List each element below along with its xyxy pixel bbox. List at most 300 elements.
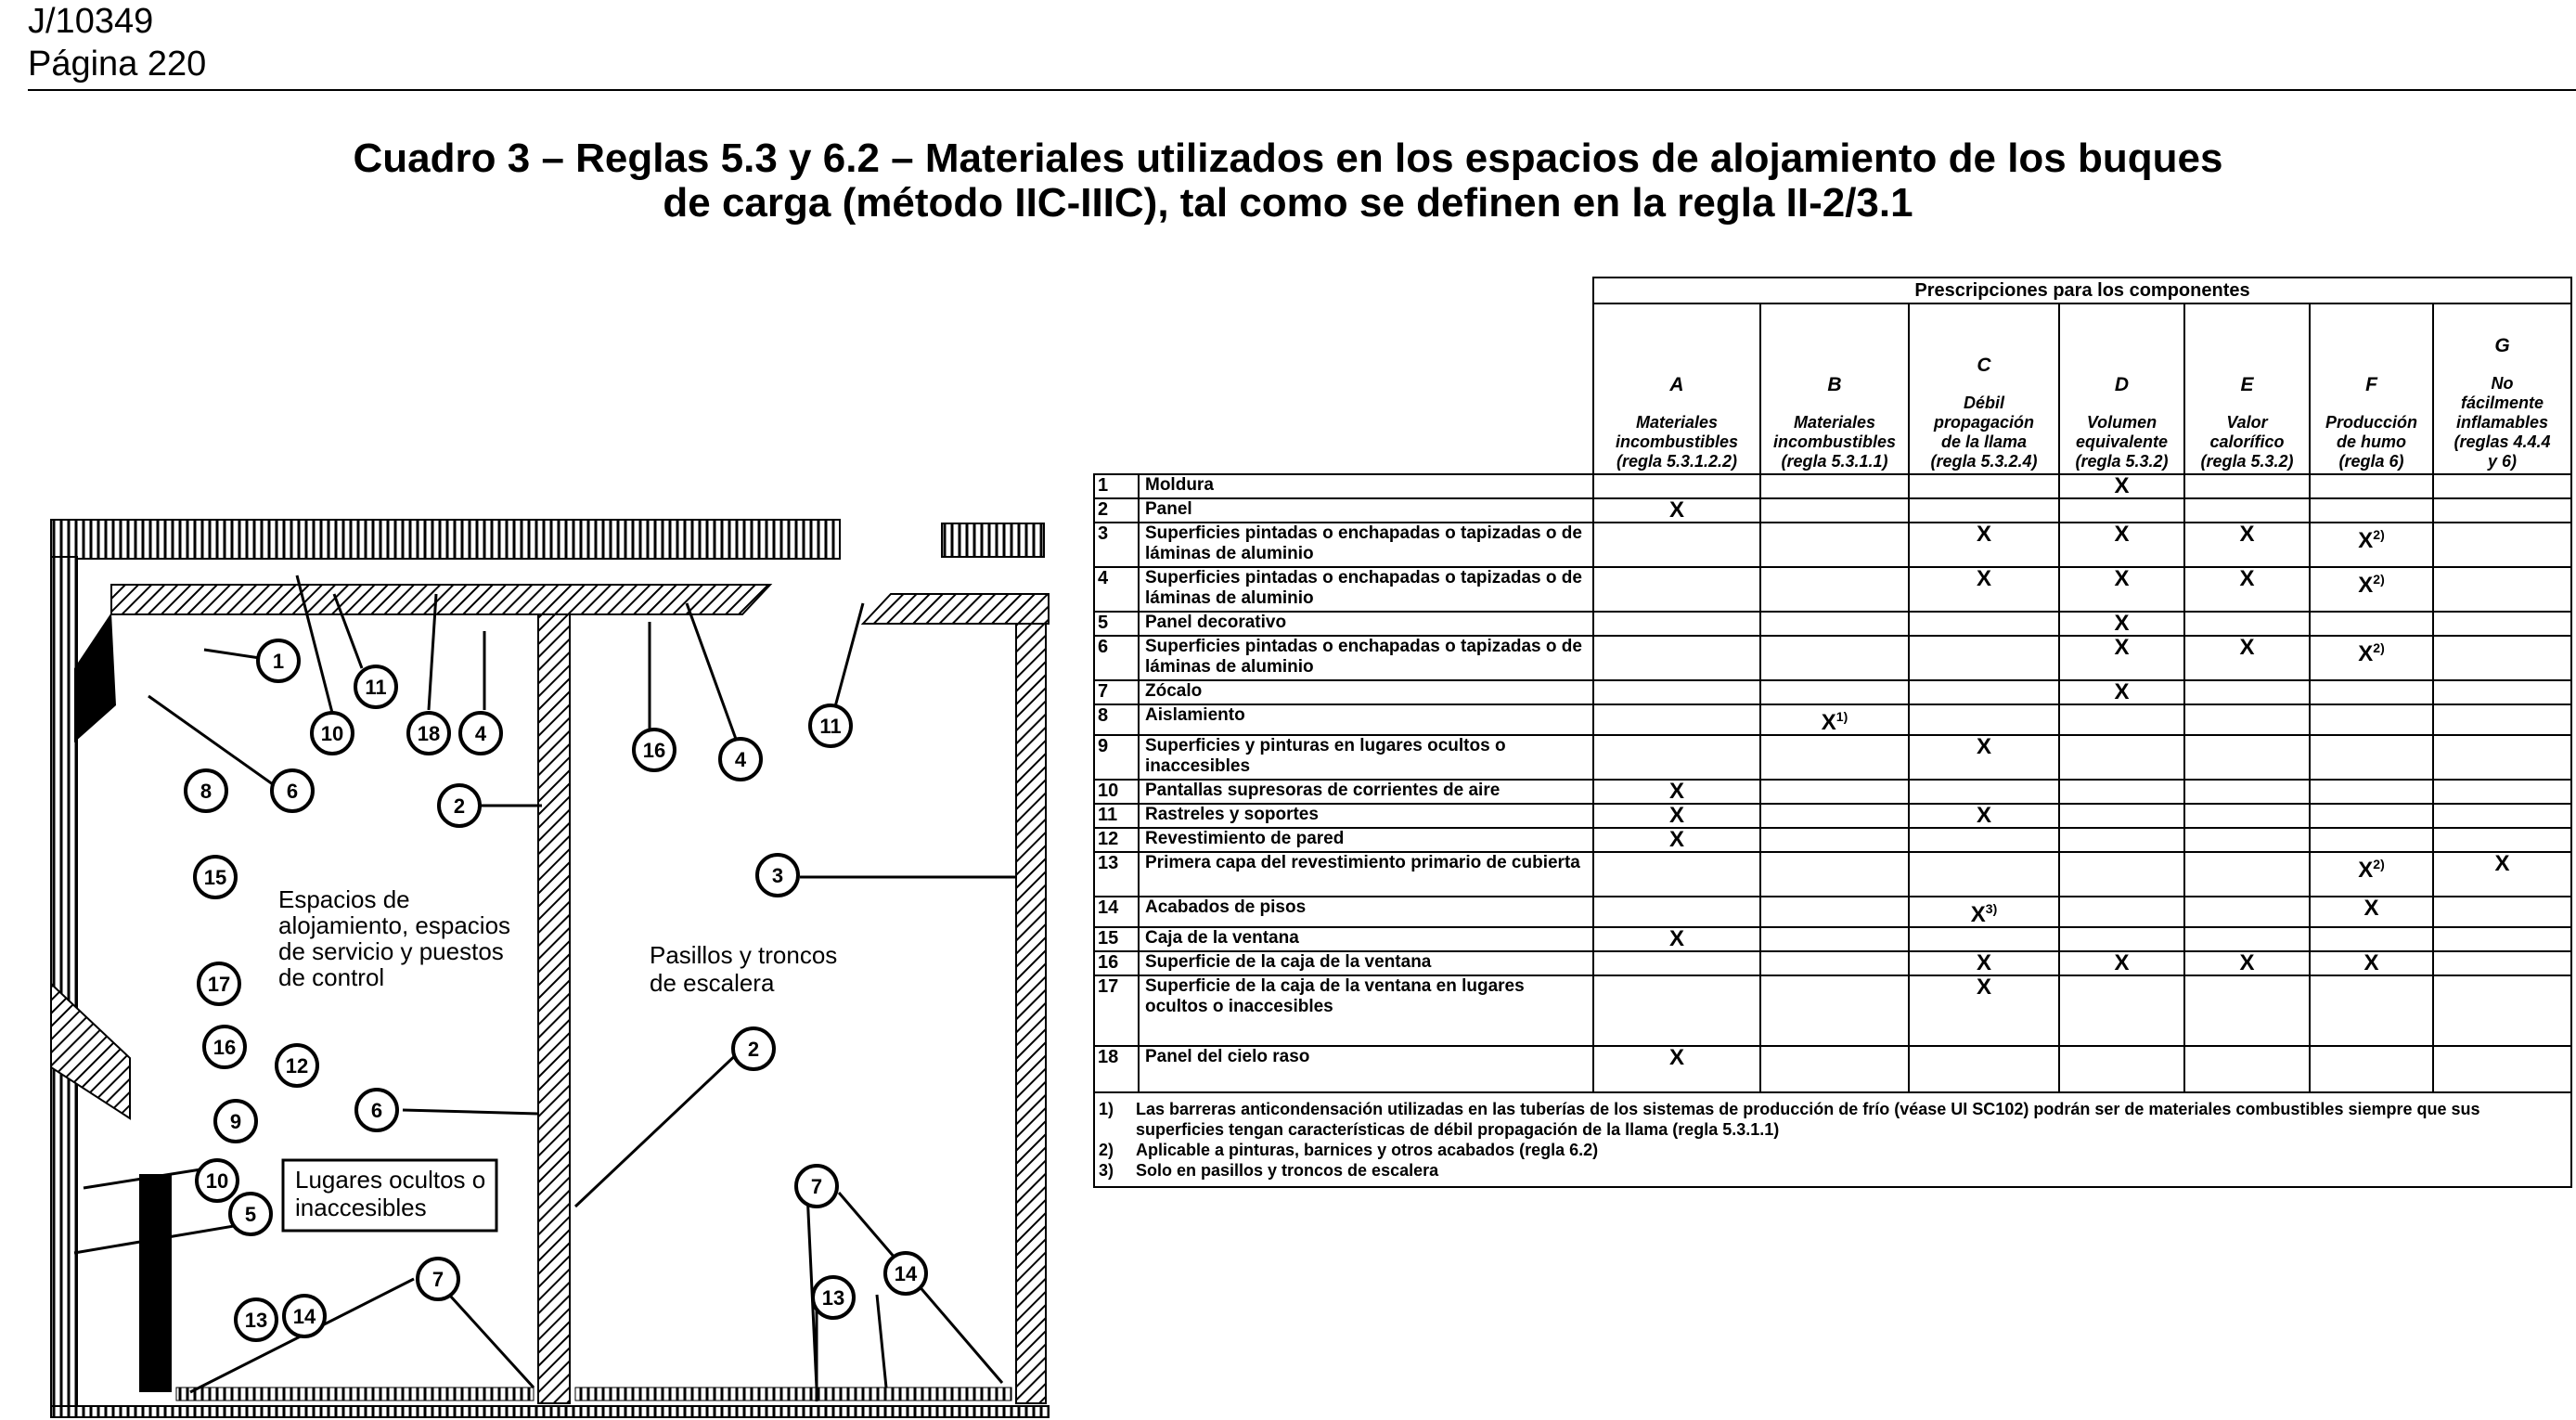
row-description: Pantallas supresoras de corrientes de aire xyxy=(1139,780,1593,804)
table-row xyxy=(1094,852,2571,897)
callout xyxy=(885,1253,926,1294)
column-header-b xyxy=(1760,303,1909,474)
svg-text:7: 7 xyxy=(431,1268,444,1291)
column-description-line: de humo xyxy=(2337,432,2406,451)
requirement-cell: X xyxy=(1909,804,2059,828)
requirement-cell xyxy=(1760,612,1909,636)
requirement-cell xyxy=(2310,780,2433,804)
footnote-number: 1) xyxy=(1099,1100,1114,1118)
requirement-cell xyxy=(2433,735,2571,780)
column-description-line: Valor xyxy=(2226,413,2268,432)
table-row xyxy=(1094,636,2571,680)
row-description: Primera capa del revestimiento primario de cubierta xyxy=(1139,852,1593,897)
requirement-cell xyxy=(2184,804,2310,828)
requirement-cell xyxy=(2310,680,2433,704)
requirement-cell xyxy=(1909,927,2059,951)
callout xyxy=(733,1028,774,1069)
table-row xyxy=(1094,498,2571,523)
requirement-cell xyxy=(1760,927,1909,951)
requirement-cell xyxy=(1760,498,1909,523)
requirement-cell: X xyxy=(1593,780,1760,804)
callout xyxy=(356,1090,397,1130)
column-header-a xyxy=(1593,303,1760,474)
row-number: 8 xyxy=(1094,704,1139,735)
row-description: Superficies pintadas o enchapadas o tapizadas o de láminas de aluminio xyxy=(1139,636,1593,680)
column-header-f xyxy=(2310,303,2433,474)
label-accommodation-2: alojamiento, espacios xyxy=(278,911,511,939)
requirement-cell xyxy=(2310,975,2433,1046)
svg-text:13: 13 xyxy=(244,1309,268,1332)
requirement-cell: X xyxy=(1909,951,2059,975)
callout xyxy=(408,713,449,754)
requirement-cell xyxy=(2184,897,2310,927)
column-letter: G xyxy=(2494,335,2510,356)
requirement-cell: X xyxy=(1593,927,1760,951)
requirement-cell: X xyxy=(1593,498,1760,523)
upper-bracket xyxy=(74,613,116,742)
row-number: 11 xyxy=(1094,804,1139,828)
requirement-cell xyxy=(1909,474,2059,498)
table-row xyxy=(1094,523,2571,567)
document-id: J/10349 xyxy=(28,2,154,41)
right-wall xyxy=(1016,624,1046,1403)
label-corridors-2: de escalera xyxy=(650,969,775,997)
table-row xyxy=(1094,735,2571,780)
requirement-cell: X xyxy=(2059,612,2184,636)
requirement-cell: X xyxy=(2433,852,2571,897)
requirement-cell xyxy=(1593,975,1760,1046)
callout xyxy=(810,705,851,746)
cross-section-diagram xyxy=(0,464,1095,1420)
requirement-cell xyxy=(2184,680,2310,704)
svg-text:16: 16 xyxy=(213,1036,237,1059)
column-description-line: (regla 5.3.1.1) xyxy=(1781,452,1888,471)
row-description: Superficie de la caja de la ventana xyxy=(1139,951,1593,975)
requirement-cell xyxy=(2184,498,2310,523)
column-header-g xyxy=(2433,303,2571,474)
column-letter: E xyxy=(2240,374,2254,395)
requirement-cell xyxy=(2184,927,2310,951)
column-letter: D xyxy=(2114,374,2130,395)
row-number: 9 xyxy=(1094,735,1139,780)
column-description-line: Materiales xyxy=(1793,413,1876,432)
requirement-cell xyxy=(1760,897,1909,927)
column-description-line: (reglas 4.4.4 xyxy=(2454,432,2551,451)
requirement-cell: $X^{2)}$ xyxy=(2310,852,2433,897)
requirement-cell xyxy=(1760,975,1909,1046)
requirement-cell xyxy=(2433,498,2571,523)
upper-deck-right xyxy=(942,523,1044,557)
requirement-cell: X xyxy=(2059,523,2184,567)
column-description-line: fácilmente xyxy=(2460,394,2544,412)
row-description: Superficies pintadas o enchapadas o tapizadas o de láminas de aluminio xyxy=(1139,567,1593,612)
column-letter: F xyxy=(2365,374,2377,395)
table-row xyxy=(1094,612,2571,636)
column-letter: B xyxy=(1827,374,1842,395)
label-accommodation-4: de control xyxy=(278,963,385,991)
row-description: Superficies y pinturas en lugares ocultos o inaccesibles xyxy=(1139,735,1593,780)
requirement-cell xyxy=(2059,704,2184,735)
callout xyxy=(197,1160,238,1201)
requirement-cell xyxy=(1593,474,1760,498)
requirement-cell xyxy=(2184,735,2310,780)
svg-text:10: 10 xyxy=(320,722,344,745)
svg-text:6: 6 xyxy=(286,780,299,803)
requirement-cell: X xyxy=(1909,567,2059,612)
column-description-line: de la llama xyxy=(1940,432,2028,451)
requirement-cell xyxy=(2059,498,2184,523)
requirement-cell: X xyxy=(2059,567,2184,612)
requirement-cell xyxy=(2433,1046,2571,1092)
callout xyxy=(277,1045,317,1086)
table-row xyxy=(1094,1046,2571,1092)
requirement-cell xyxy=(2059,975,2184,1046)
requirement-cell xyxy=(1909,612,2059,636)
ceiling-panel xyxy=(111,585,770,614)
callout xyxy=(230,1194,271,1234)
row-number: 14 xyxy=(1094,897,1139,927)
requirement-cell xyxy=(1593,636,1760,680)
column-description-line: propagación xyxy=(1933,413,2034,432)
callout xyxy=(418,1259,458,1299)
requirement-cell xyxy=(2310,474,2433,498)
callout xyxy=(199,963,239,1004)
table-row xyxy=(1094,567,2571,612)
column-description-line: equivalente xyxy=(2075,432,2169,451)
requirement-cell xyxy=(2310,704,2433,735)
requirements-table xyxy=(1093,277,2572,1188)
requirement-cell xyxy=(1909,852,2059,897)
row-number: 1 xyxy=(1094,474,1139,498)
row-description: Panel decorativo xyxy=(1139,612,1593,636)
requirement-cell xyxy=(1593,612,1760,636)
svg-text:2: 2 xyxy=(453,794,466,818)
requirement-cell xyxy=(1593,735,1760,780)
row-description: Panel del cielo raso xyxy=(1139,1046,1593,1092)
requirement-cell xyxy=(1909,704,2059,735)
label-accommodation-3: de servicio y puestos xyxy=(278,937,504,965)
footnote-text: Solo en pasillos y troncos de escalera xyxy=(1136,1161,1439,1180)
callout xyxy=(186,770,226,811)
table-row xyxy=(1094,474,2571,498)
requirement-cell xyxy=(1760,951,1909,975)
svg-text:10: 10 xyxy=(205,1169,229,1193)
requirement-cell xyxy=(1760,680,1909,704)
column-description-line: (regla 5.3.1.2.2) xyxy=(1616,452,1738,471)
table-row xyxy=(1094,897,2571,927)
requirement-cell: $X^{3)}$ xyxy=(1909,897,2059,927)
footnote-number: 2) xyxy=(1099,1141,1114,1159)
requirement-cell xyxy=(2433,951,2571,975)
requirement-cell: X xyxy=(2059,680,2184,704)
requirement-cell xyxy=(2184,704,2310,735)
requirement-cell xyxy=(2433,804,2571,828)
svg-text:6: 6 xyxy=(370,1099,383,1122)
requirement-cell xyxy=(1760,828,1909,852)
requirement-cell xyxy=(1593,897,1760,927)
requirement-cell xyxy=(2059,852,2184,897)
callout xyxy=(355,666,396,707)
footnote xyxy=(1099,1099,2567,1140)
column-description-line: incombustibles xyxy=(1772,432,1897,451)
requirement-cell: X xyxy=(2059,636,2184,680)
requirement-cell xyxy=(1593,680,1760,704)
upper-deck xyxy=(51,520,840,559)
column-description-line: (regla 5.3.2.4) xyxy=(1930,452,2038,471)
row-description: Moldura xyxy=(1139,474,1593,498)
svg-text:12: 12 xyxy=(285,1054,309,1078)
callout xyxy=(813,1277,854,1318)
requirement-cell xyxy=(2059,897,2184,927)
label-hidden-2: inaccesibles xyxy=(295,1194,427,1221)
requirement-cell xyxy=(2184,474,2310,498)
column-letter: A xyxy=(1669,374,1684,395)
requirement-cell xyxy=(2433,612,2571,636)
requirement-cell xyxy=(2433,975,2571,1046)
svg-text:8: 8 xyxy=(200,780,213,803)
requirement-cell xyxy=(2433,704,2571,735)
column-description-line: (regla 5.3.2) xyxy=(2075,452,2169,471)
page-number: Página 220 xyxy=(28,45,207,84)
callout xyxy=(284,1296,325,1336)
callout xyxy=(215,1101,256,1142)
callout xyxy=(204,1026,245,1067)
requirement-cell xyxy=(2059,780,2184,804)
column-description-line: Materiales xyxy=(1635,413,1719,432)
callout xyxy=(439,785,480,826)
svg-text:14: 14 xyxy=(894,1262,918,1285)
requirement-cell xyxy=(1909,636,2059,680)
svg-text:15: 15 xyxy=(203,866,227,889)
table-row xyxy=(1094,704,2571,735)
requirement-cell xyxy=(2433,636,2571,680)
requirement-cell xyxy=(2059,828,2184,852)
footnote xyxy=(1099,1140,2567,1160)
requirement-cell: X xyxy=(2310,951,2433,975)
requirement-cell xyxy=(2184,612,2310,636)
requirement-cell xyxy=(2310,1046,2433,1092)
requirement-cell xyxy=(1760,636,1909,680)
requirement-cell xyxy=(1909,680,2059,704)
requirement-cell xyxy=(2310,927,2433,951)
requirement-cell xyxy=(1909,780,2059,804)
row-number: 5 xyxy=(1094,612,1139,636)
callout xyxy=(720,739,761,780)
svg-text:11: 11 xyxy=(365,676,387,699)
table-title-line-1: Cuadro 3 – Reglas 5.3 y 6.2 – Materiales utilizados en los espacios de alojamiento de los buques xyxy=(353,136,2223,181)
svg-text:17: 17 xyxy=(207,973,231,996)
requirement-cell: $X^{1)}$ xyxy=(1760,704,1909,735)
requirement-cell xyxy=(1909,498,2059,523)
column-description-line: Producción xyxy=(2325,413,2417,432)
svg-text:4: 4 xyxy=(474,722,487,745)
requirement-cell xyxy=(1760,567,1909,612)
outer-wall-left xyxy=(51,557,77,1406)
row-description: Aislamiento xyxy=(1139,704,1593,735)
callout xyxy=(236,1299,277,1340)
requirement-cell xyxy=(2059,927,2184,951)
row-description: Revestimiento de pared xyxy=(1139,828,1593,852)
requirement-cell xyxy=(1909,1046,2059,1092)
footnote-number: 3) xyxy=(1099,1161,1114,1180)
requirement-cell xyxy=(2433,897,2571,927)
requirement-cell: X xyxy=(1593,828,1760,852)
requirement-cell: X xyxy=(1593,1046,1760,1092)
column-description-line: inflamables xyxy=(2455,413,2549,432)
requirement-cell: X xyxy=(1909,975,2059,1046)
row-description: Rastreles y soportes xyxy=(1139,804,1593,828)
row-number: 2 xyxy=(1094,498,1139,523)
partition-wall xyxy=(538,614,570,1403)
table-row xyxy=(1094,680,2571,704)
requirement-cell xyxy=(1593,951,1760,975)
requirement-cell xyxy=(2310,828,2433,852)
requirement-cell: $X^{2)}$ xyxy=(2310,567,2433,612)
requirement-cell xyxy=(2310,498,2433,523)
requirement-cell xyxy=(2433,927,2571,951)
requirement-cell xyxy=(2433,474,2571,498)
requirement-cell: $X^{2)}$ xyxy=(2310,523,2433,567)
requirement-cell xyxy=(2184,780,2310,804)
hidden-space-panel xyxy=(139,1174,172,1392)
table-row xyxy=(1094,780,2571,804)
column-description-line: (regla 6) xyxy=(2338,452,2404,471)
column-letter: C xyxy=(1977,355,1991,376)
column-description-line: No xyxy=(2491,374,2514,393)
requirement-cell xyxy=(1760,780,1909,804)
row-number: 3 xyxy=(1094,523,1139,567)
ceiling-panel-right xyxy=(863,594,1049,624)
callout xyxy=(796,1166,837,1207)
svg-text:9: 9 xyxy=(229,1110,242,1133)
svg-text:5: 5 xyxy=(244,1203,257,1226)
label-accommodation-1: Espacios de xyxy=(278,885,410,913)
row-number: 7 xyxy=(1094,680,1139,704)
column-header-d xyxy=(2059,303,2184,474)
row-description: Panel xyxy=(1139,498,1593,523)
requirement-cell: X xyxy=(2059,951,2184,975)
svg-text:3: 3 xyxy=(771,864,784,887)
requirement-cell: X xyxy=(2184,523,2310,567)
header-rule xyxy=(28,89,2576,91)
callout xyxy=(272,770,313,811)
table-notes xyxy=(1094,1092,2571,1187)
column-description-line: calorífico xyxy=(2209,432,2285,451)
row-description: Caja de la ventana xyxy=(1139,927,1593,951)
column-description-line: y 6) xyxy=(2487,452,2518,471)
requirement-cell xyxy=(2310,735,2433,780)
svg-text:7: 7 xyxy=(810,1175,823,1198)
svg-text:4: 4 xyxy=(734,748,747,771)
footnote-text: Aplicable a pinturas, barnices y otros acabados (regla 6.2) xyxy=(1136,1141,1599,1159)
row-number: 15 xyxy=(1094,927,1139,951)
column-header-e xyxy=(2184,303,2310,474)
requirement-cell xyxy=(1760,474,1909,498)
requirement-cell xyxy=(1593,523,1760,567)
requirement-cell: X xyxy=(1909,735,2059,780)
svg-text:16: 16 xyxy=(642,739,666,762)
requirement-cell xyxy=(2184,1046,2310,1092)
requirement-cell xyxy=(2059,804,2184,828)
table-row xyxy=(1094,951,2571,975)
row-number: 6 xyxy=(1094,636,1139,680)
requirement-cell xyxy=(2433,567,2571,612)
requirement-cell: X xyxy=(2059,474,2184,498)
requirement-cell: X xyxy=(2184,636,2310,680)
row-description: Zócalo xyxy=(1139,680,1593,704)
requirement-cell: X xyxy=(2184,951,2310,975)
row-number: 13 xyxy=(1094,852,1139,897)
requirement-cell xyxy=(2433,828,2571,852)
table-row xyxy=(1094,927,2571,951)
floor-covering-left xyxy=(176,1388,534,1401)
callout xyxy=(460,713,501,754)
column-description-line: Débil xyxy=(1963,394,2004,412)
requirement-cell xyxy=(1593,704,1760,735)
requirement-cell xyxy=(1760,1046,1909,1092)
svg-text:1: 1 xyxy=(272,650,285,673)
column-description-line: incombustibles xyxy=(1615,432,1739,451)
callout xyxy=(195,857,236,897)
column-description-line: (regla 5.3.2) xyxy=(2200,452,2294,471)
requirement-cell xyxy=(1593,567,1760,612)
callout xyxy=(634,729,675,770)
requirement-cell: X xyxy=(1593,804,1760,828)
svg-text:2: 2 xyxy=(747,1038,760,1061)
requirement-cell: X xyxy=(2184,567,2310,612)
floor xyxy=(51,1406,1049,1417)
row-description: Superficies pintadas o enchapadas o tapizadas o de láminas de aluminio xyxy=(1139,523,1593,567)
row-number: 17 xyxy=(1094,975,1139,1046)
requirement-cell: X xyxy=(2310,897,2433,927)
requirement-cell xyxy=(2184,975,2310,1046)
table-row xyxy=(1094,804,2571,828)
table-title-line-2: de carga (método IIC-IIIC), tal como se definen en la regla II-2/3.1 xyxy=(663,180,1913,226)
requirement-cell xyxy=(2433,780,2571,804)
row-number: 12 xyxy=(1094,828,1139,852)
svg-text:14: 14 xyxy=(292,1305,316,1328)
requirement-cell xyxy=(1909,828,2059,852)
requirement-cell: $X^{2)}$ xyxy=(2310,636,2433,680)
svg-text:11: 11 xyxy=(819,715,842,738)
svg-text:13: 13 xyxy=(821,1286,845,1310)
callout xyxy=(757,855,798,896)
table-row xyxy=(1094,975,2571,1046)
column-header-c xyxy=(1909,303,2059,474)
requirement-cell xyxy=(1760,735,1909,780)
row-number: 4 xyxy=(1094,567,1139,612)
svg-text:18: 18 xyxy=(417,722,441,745)
requirement-cell xyxy=(2059,735,2184,780)
requirement-cell xyxy=(2184,852,2310,897)
table-row xyxy=(1094,828,2571,852)
requirement-cell xyxy=(1593,852,1760,897)
requirement-cell xyxy=(2433,523,2571,567)
requirement-cell xyxy=(2059,1046,2184,1092)
requirement-cell xyxy=(1760,852,1909,897)
footnote-text: Las barreras anticondensación utilizadas en las tuberías de los sistemas de producción de frío (véase UI SC102) podrán ser de materiales combustibles siempre que sus superficies tengan características de débil propagación de la llama (regla 5.3.1.1) xyxy=(1136,1100,2480,1139)
requirement-cell xyxy=(2433,680,2571,704)
row-description: Superficie de la caja de la ventana en lugares ocultos o inaccesibles xyxy=(1139,975,1593,1046)
row-number: 16 xyxy=(1094,951,1139,975)
callout xyxy=(312,713,353,754)
requirement-cell xyxy=(2184,828,2310,852)
callout xyxy=(258,640,299,681)
footnote xyxy=(1099,1160,2567,1181)
label-corridors-1: Pasillos y troncos xyxy=(650,941,838,969)
column-description-line: Volumen xyxy=(2086,413,2157,432)
row-number: 18 xyxy=(1094,1046,1139,1092)
